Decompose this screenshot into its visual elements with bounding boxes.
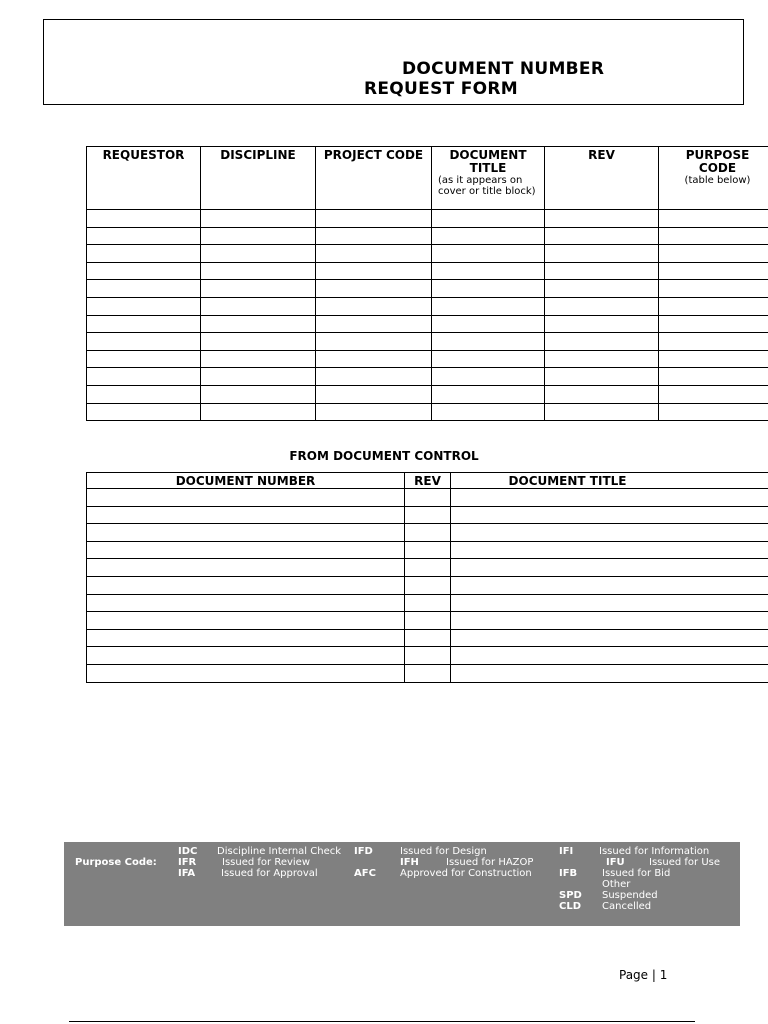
table-cell[interactable] — [87, 541, 405, 559]
table-cell[interactable] — [432, 385, 545, 403]
table-cell[interactable] — [451, 664, 768, 682]
col-header-document-title: DOCUMENT TITLE (as it appears on cover or title block) — [432, 147, 545, 210]
form-title-line1: DOCUMENT NUMBER — [402, 59, 605, 79]
doc-control-row — [87, 506, 768, 524]
table-cell[interactable] — [316, 262, 432, 280]
request-row — [87, 368, 768, 386]
legend-code: IDC — [178, 846, 198, 857]
col-header-rev: REV — [545, 147, 659, 210]
table-cell[interactable] — [201, 262, 316, 280]
table-cell[interactable] — [87, 664, 405, 682]
table-cell[interactable] — [316, 245, 432, 263]
table-cell[interactable] — [87, 524, 405, 542]
table-cell[interactable] — [432, 333, 545, 351]
table-cell[interactable] — [432, 315, 545, 333]
table-cell[interactable] — [87, 612, 405, 630]
table-cell[interactable] — [87, 210, 201, 228]
table-cell[interactable] — [432, 227, 545, 245]
table-cell[interactable] — [545, 245, 659, 263]
request-row — [87, 385, 768, 403]
table-cell[interactable] — [545, 227, 659, 245]
table-cell[interactable] — [451, 524, 768, 542]
table-cell[interactable] — [659, 315, 768, 333]
table-cell[interactable] — [201, 210, 316, 228]
table-cell[interactable] — [201, 368, 316, 386]
request-table — [86, 146, 768, 421]
legend-desc: Discipline Internal Check — [217, 846, 342, 857]
doc-control-row — [87, 647, 768, 665]
table-cell[interactable] — [545, 333, 659, 351]
table-cell[interactable] — [545, 385, 659, 403]
request-row — [87, 333, 768, 351]
legend-code: IFU — [606, 857, 625, 868]
table-cell[interactable] — [545, 280, 659, 298]
table-cell[interactable] — [316, 333, 432, 351]
table-cell[interactable] — [201, 227, 316, 245]
table-cell[interactable] — [201, 403, 316, 421]
table-cell[interactable] — [659, 245, 768, 263]
table-cell[interactable] — [432, 262, 545, 280]
doc-control-row — [87, 612, 768, 630]
table-cell[interactable] — [405, 506, 451, 524]
table-cell[interactable] — [545, 262, 659, 280]
legend-code: SPD — [559, 890, 582, 901]
request-row — [87, 227, 768, 245]
legend-desc: Issued for Information — [599, 846, 710, 857]
table-cell[interactable] — [201, 333, 316, 351]
legend-desc: Issued for Design — [400, 846, 487, 857]
table-cell[interactable] — [201, 245, 316, 263]
col-header-dc-document-title: DOCUMENT TITLE — [451, 473, 768, 489]
table-cell[interactable] — [316, 315, 432, 333]
table-cell[interactable] — [316, 368, 432, 386]
legend-code: IFI — [559, 846, 574, 857]
footer-divider — [69, 1021, 695, 1022]
legend-code: IFR — [178, 857, 197, 868]
table-cell[interactable] — [545, 297, 659, 315]
request-row — [87, 245, 768, 263]
table-cell[interactable] — [451, 576, 768, 594]
table-cell[interactable] — [87, 594, 405, 612]
table-cell[interactable] — [432, 210, 545, 228]
request-row — [87, 350, 768, 368]
table-cell[interactable] — [201, 297, 316, 315]
table-cell[interactable] — [432, 368, 545, 386]
table-cell[interactable] — [432, 350, 545, 368]
purpose-code-note: (table below) — [684, 175, 751, 186]
form-title-box — [43, 19, 744, 105]
col-header-requestor: REQUESTOR — [87, 147, 201, 210]
legend-desc: Approved for Construction — [400, 868, 532, 879]
table-cell[interactable] — [316, 403, 432, 421]
table-cell[interactable] — [659, 350, 768, 368]
request-row — [87, 297, 768, 315]
legend-desc: Suspended — [602, 890, 658, 901]
request-row — [87, 315, 768, 333]
table-cell[interactable] — [201, 385, 316, 403]
table-cell[interactable] — [659, 368, 768, 386]
table-cell[interactable] — [405, 647, 451, 665]
doc-control-header — [87, 473, 768, 489]
legend-code: IFD — [354, 846, 373, 857]
table-cell[interactable] — [451, 489, 768, 507]
legend-code: IFB — [559, 868, 578, 879]
table-cell[interactable] — [451, 559, 768, 577]
table-cell[interactable] — [316, 297, 432, 315]
table-cell[interactable] — [432, 403, 545, 421]
page-number: Page | 1 — [619, 968, 668, 982]
table-cell[interactable] — [451, 506, 768, 524]
legend-desc: Issued for Use — [649, 857, 720, 868]
table-cell[interactable] — [451, 647, 768, 665]
table-cell[interactable] — [405, 594, 451, 612]
table-cell[interactable] — [545, 403, 659, 421]
doc-control-table — [86, 472, 768, 683]
table-cell[interactable] — [432, 297, 545, 315]
table-cell[interactable] — [87, 647, 405, 665]
table-cell[interactable] — [316, 210, 432, 228]
table-cell[interactable] — [87, 227, 201, 245]
table-cell[interactable] — [405, 664, 451, 682]
table-cell[interactable] — [316, 385, 432, 403]
table-cell[interactable] — [659, 403, 768, 421]
table-cell[interactable] — [87, 506, 405, 524]
legend-label: Purpose Code: — [75, 857, 157, 868]
legend-desc: Issued for Approval — [221, 868, 318, 879]
purpose-code-legend — [64, 842, 740, 926]
legend-desc: Issued for HAZOP — [446, 857, 534, 868]
legend-code: AFC — [354, 868, 376, 879]
table-cell[interactable] — [87, 368, 201, 386]
request-row — [87, 210, 768, 228]
table-cell[interactable] — [87, 403, 201, 421]
table-cell[interactable] — [87, 576, 405, 594]
table-cell[interactable] — [201, 280, 316, 298]
document-title-note: (as it appears on cover or title block) — [438, 175, 536, 197]
legend-desc: Issued for Review — [222, 857, 310, 868]
table-cell[interactable] — [87, 333, 201, 351]
table-cell[interactable] — [87, 280, 201, 298]
doc-control-row — [87, 576, 768, 594]
table-cell[interactable] — [659, 297, 768, 315]
table-cell[interactable] — [87, 559, 405, 577]
table-cell[interactable] — [87, 297, 201, 315]
table-cell[interactable] — [405, 576, 451, 594]
table-cell[interactable] — [545, 368, 659, 386]
table-cell[interactable] — [659, 227, 768, 245]
table-cell[interactable] — [87, 315, 201, 333]
table-cell[interactable] — [405, 489, 451, 507]
table-cell[interactable] — [405, 559, 451, 577]
table-cell[interactable] — [316, 227, 432, 245]
doc-control-row — [87, 524, 768, 542]
request-row — [87, 403, 768, 421]
table-cell[interactable] — [316, 280, 432, 298]
col-header-discipline: DISCIPLINE — [201, 147, 316, 210]
table-cell[interactable] — [87, 245, 201, 263]
doc-control-heading: FROM DOCUMENT CONTROL — [289, 449, 479, 463]
table-cell[interactable] — [405, 541, 451, 559]
doc-control-row — [87, 664, 768, 682]
table-cell[interactable] — [316, 350, 432, 368]
table-cell[interactable] — [545, 210, 659, 228]
table-cell[interactable] — [201, 350, 316, 368]
table-cell[interactable] — [87, 385, 201, 403]
table-cell[interactable] — [545, 350, 659, 368]
request-row — [87, 262, 768, 280]
table-cell[interactable] — [451, 629, 768, 647]
table-cell[interactable] — [432, 245, 545, 263]
table-cell[interactable] — [451, 594, 768, 612]
table-cell[interactable] — [659, 210, 768, 228]
table-cell[interactable] — [405, 629, 451, 647]
legend-desc: Other — [602, 879, 631, 890]
table-cell[interactable] — [451, 541, 768, 559]
table-cell[interactable] — [545, 315, 659, 333]
table-cell[interactable] — [87, 262, 201, 280]
table-cell[interactable] — [87, 629, 405, 647]
table-cell[interactable] — [659, 385, 768, 403]
doc-control-row — [87, 629, 768, 647]
legend-code: IFH — [400, 857, 419, 868]
legend-desc: Cancelled — [602, 901, 652, 912]
request-row — [87, 280, 768, 298]
table-cell[interactable] — [87, 350, 201, 368]
request-table-header — [87, 147, 768, 210]
table-cell[interactable] — [87, 489, 405, 507]
table-cell[interactable] — [201, 315, 316, 333]
col-header-project-code: PROJECT CODE — [316, 147, 432, 210]
table-cell[interactable] — [432, 280, 545, 298]
table-cell[interactable] — [405, 524, 451, 542]
col-header-document-number: DOCUMENT NUMBER — [87, 473, 405, 489]
table-cell[interactable] — [405, 612, 451, 630]
table-cell[interactable] — [451, 612, 768, 630]
legend-desc: Issued for Bid — [602, 868, 671, 879]
form-title-line2: REQUEST FORM — [364, 79, 519, 99]
doc-control-row — [87, 489, 768, 507]
legend-code: IFA — [178, 868, 196, 879]
col-header-purpose-code: PURPOSE CODE (table below) — [659, 147, 768, 210]
table-cell[interactable] — [659, 333, 768, 351]
doc-control-row — [87, 559, 768, 577]
legend-code: CLD — [559, 901, 582, 912]
doc-control-row — [87, 594, 768, 612]
table-cell[interactable] — [659, 262, 768, 280]
table-cell[interactable] — [659, 280, 768, 298]
doc-control-row — [87, 541, 768, 559]
col-header-dc-rev: REV — [405, 473, 451, 489]
